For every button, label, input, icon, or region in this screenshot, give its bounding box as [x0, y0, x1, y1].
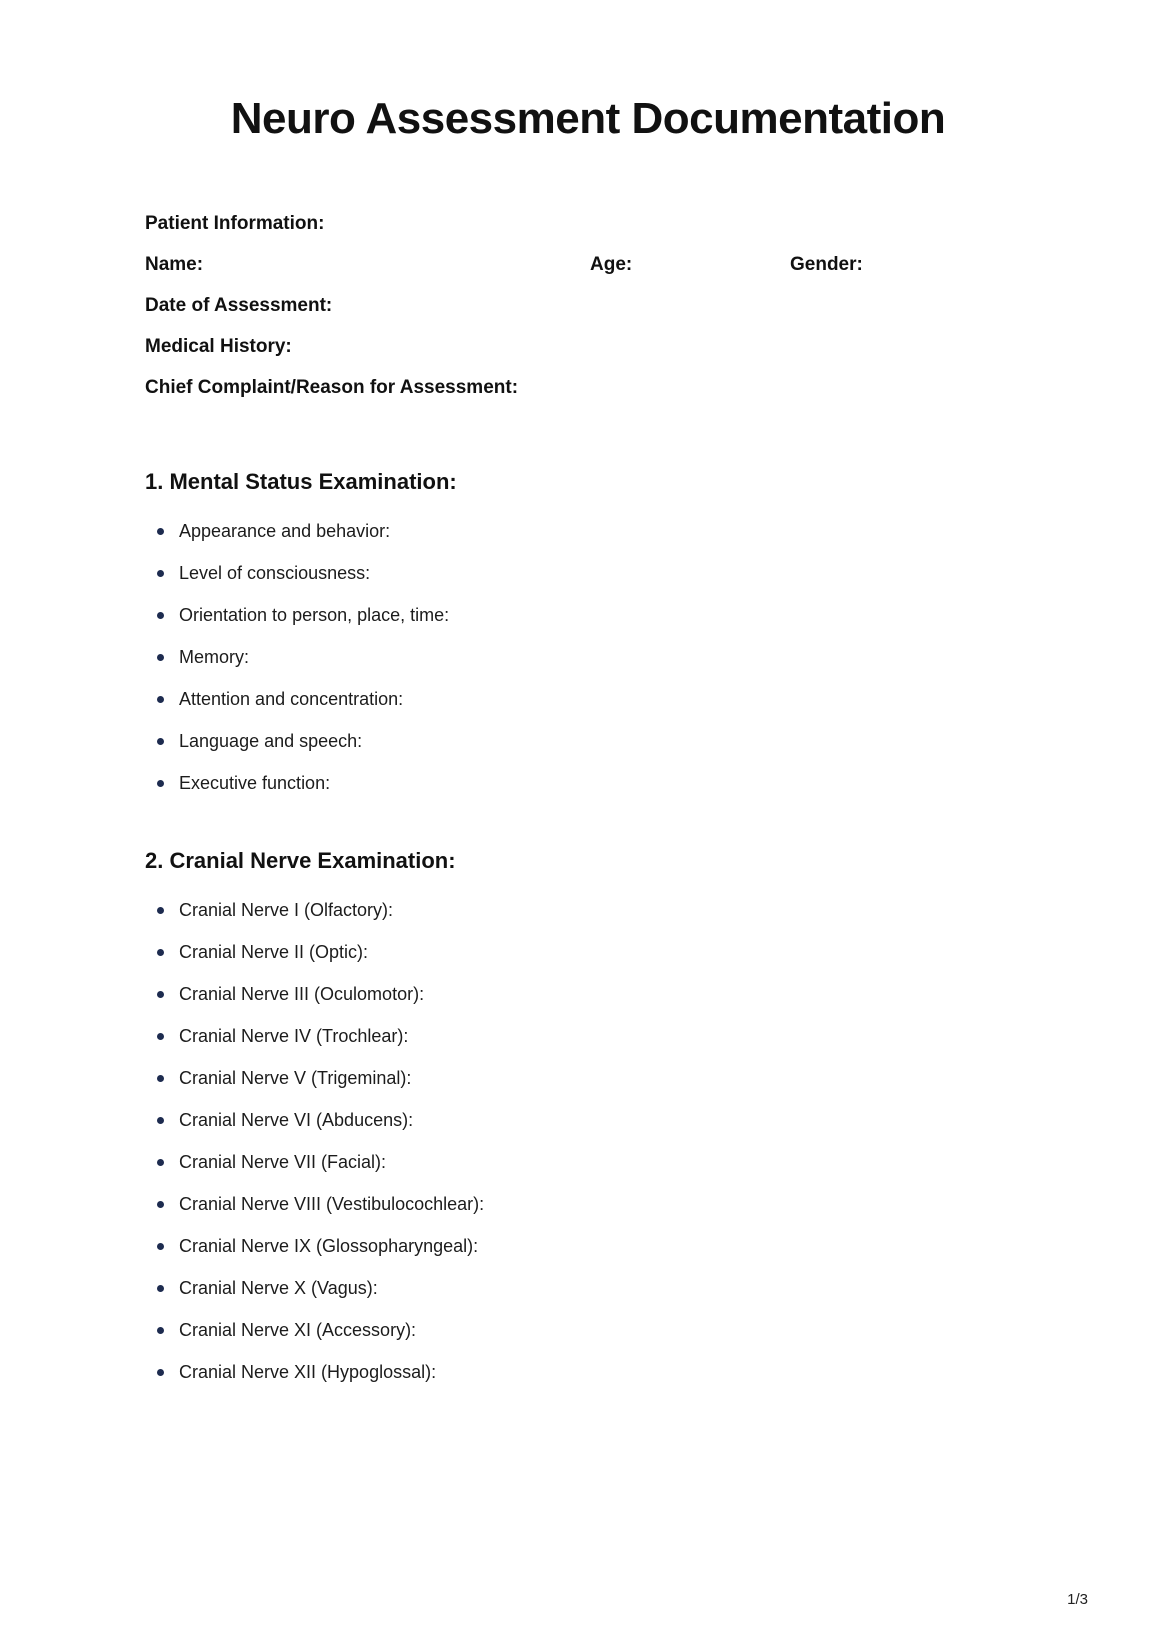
- list-item: [157, 774, 1056, 793]
- list-item: [157, 690, 1056, 709]
- list-item: [157, 1237, 1056, 1256]
- age-label: Age:: [590, 254, 633, 275]
- bullet-icon: [157, 612, 164, 619]
- bullet-icon: [157, 528, 164, 535]
- list-item: [157, 1363, 1056, 1382]
- page-number: 1/3: [1067, 1591, 1088, 1608]
- list-item: [157, 606, 1056, 625]
- list-item-label: Cranial Nerve IV (Trochlear):: [179, 1026, 409, 1046]
- list-item-label: Cranial Nerve VI (Abducens):: [179, 1110, 414, 1130]
- list-item-label: Cranial Nerve I (Olfactory):: [179, 900, 394, 920]
- list-item: [157, 943, 1056, 962]
- patient-info-block: [145, 214, 1031, 419]
- list-item: [157, 564, 1056, 583]
- date-of-assessment-label: Date of Assessment:: [145, 295, 333, 316]
- bullet-icon: [157, 1117, 164, 1124]
- list-item-label: Cranial Nerve XII (Hypoglossal):: [179, 1362, 437, 1382]
- list-item-label: Cranial Nerve X (Vagus):: [179, 1278, 378, 1298]
- section-list: [145, 522, 1056, 793]
- list-item: [157, 1027, 1056, 1046]
- bullet-icon: [157, 738, 164, 745]
- list-item: [157, 985, 1056, 1004]
- bullet-icon: [157, 1243, 164, 1250]
- list-item-label: Cranial Nerve III (Oculomotor):: [179, 984, 425, 1004]
- list-item-label: Memory:: [179, 647, 250, 667]
- bullet-icon: [157, 949, 164, 956]
- sections: [145, 470, 1056, 1405]
- list-item: [157, 1279, 1056, 1298]
- list-item: [157, 732, 1056, 751]
- bullet-icon: [157, 570, 164, 577]
- bullet-icon: [157, 1327, 164, 1334]
- section-heading: 1. Mental Status Examination:: [145, 469, 457, 494]
- section-list: [145, 901, 1056, 1382]
- bullet-icon: [157, 1159, 164, 1166]
- bullet-icon: [157, 991, 164, 998]
- section-heading: 2. Cranial Nerve Examination:: [145, 848, 456, 873]
- medical-history-label: Medical History:: [145, 336, 292, 357]
- list-item-label: Executive function:: [179, 773, 331, 793]
- name-row: [145, 255, 1031, 274]
- list-item: [157, 648, 1056, 667]
- bullet-icon: [157, 654, 164, 661]
- list-item-label: Cranial Nerve V (Trigeminal):: [179, 1068, 412, 1088]
- list-item-label: Attention and concentration:: [179, 689, 404, 709]
- chief-complaint-label: Chief Complaint/Reason for Assessment:: [145, 377, 519, 398]
- list-item: [157, 1195, 1056, 1214]
- patient-info-heading: Patient Information:: [145, 213, 325, 234]
- list-item-label: Cranial Nerve VIII (Vestibulocochlear):: [179, 1194, 485, 1214]
- list-item: [157, 522, 1056, 541]
- list-item-label: Language and speech:: [179, 731, 363, 751]
- bullet-icon: [157, 780, 164, 787]
- list-item: [157, 1321, 1056, 1340]
- list-item: [157, 1111, 1056, 1130]
- list-item: [157, 1069, 1056, 1088]
- list-item-label: Cranial Nerve XI (Accessory):: [179, 1320, 417, 1340]
- bullet-icon: [157, 1369, 164, 1376]
- list-item: [157, 901, 1056, 920]
- list-item-label: Cranial Nerve II (Optic):: [179, 942, 369, 962]
- bullet-icon: [157, 1285, 164, 1292]
- bullet-icon: [157, 1201, 164, 1208]
- list-item-label: Orientation to person, place, time:: [179, 605, 450, 625]
- bullet-icon: [157, 696, 164, 703]
- list-item-label: Cranial Nerve VII (Facial):: [179, 1152, 387, 1172]
- bullet-icon: [157, 907, 164, 914]
- bullet-icon: [157, 1075, 164, 1082]
- bullet-icon: [157, 1033, 164, 1040]
- name-label: Name:: [145, 254, 204, 275]
- list-item: [157, 1153, 1056, 1172]
- document-title: Neuro Assessment Documentation: [230, 94, 946, 143]
- document-section: [145, 470, 1056, 793]
- list-item-label: Level of consciousness:: [179, 563, 371, 583]
- list-item-label: Cranial Nerve IX (Glossopharyngeal):: [179, 1236, 479, 1256]
- list-item-label: Appearance and behavior:: [179, 521, 391, 541]
- gender-label: Gender:: [790, 254, 863, 275]
- document-section: [145, 849, 1056, 1382]
